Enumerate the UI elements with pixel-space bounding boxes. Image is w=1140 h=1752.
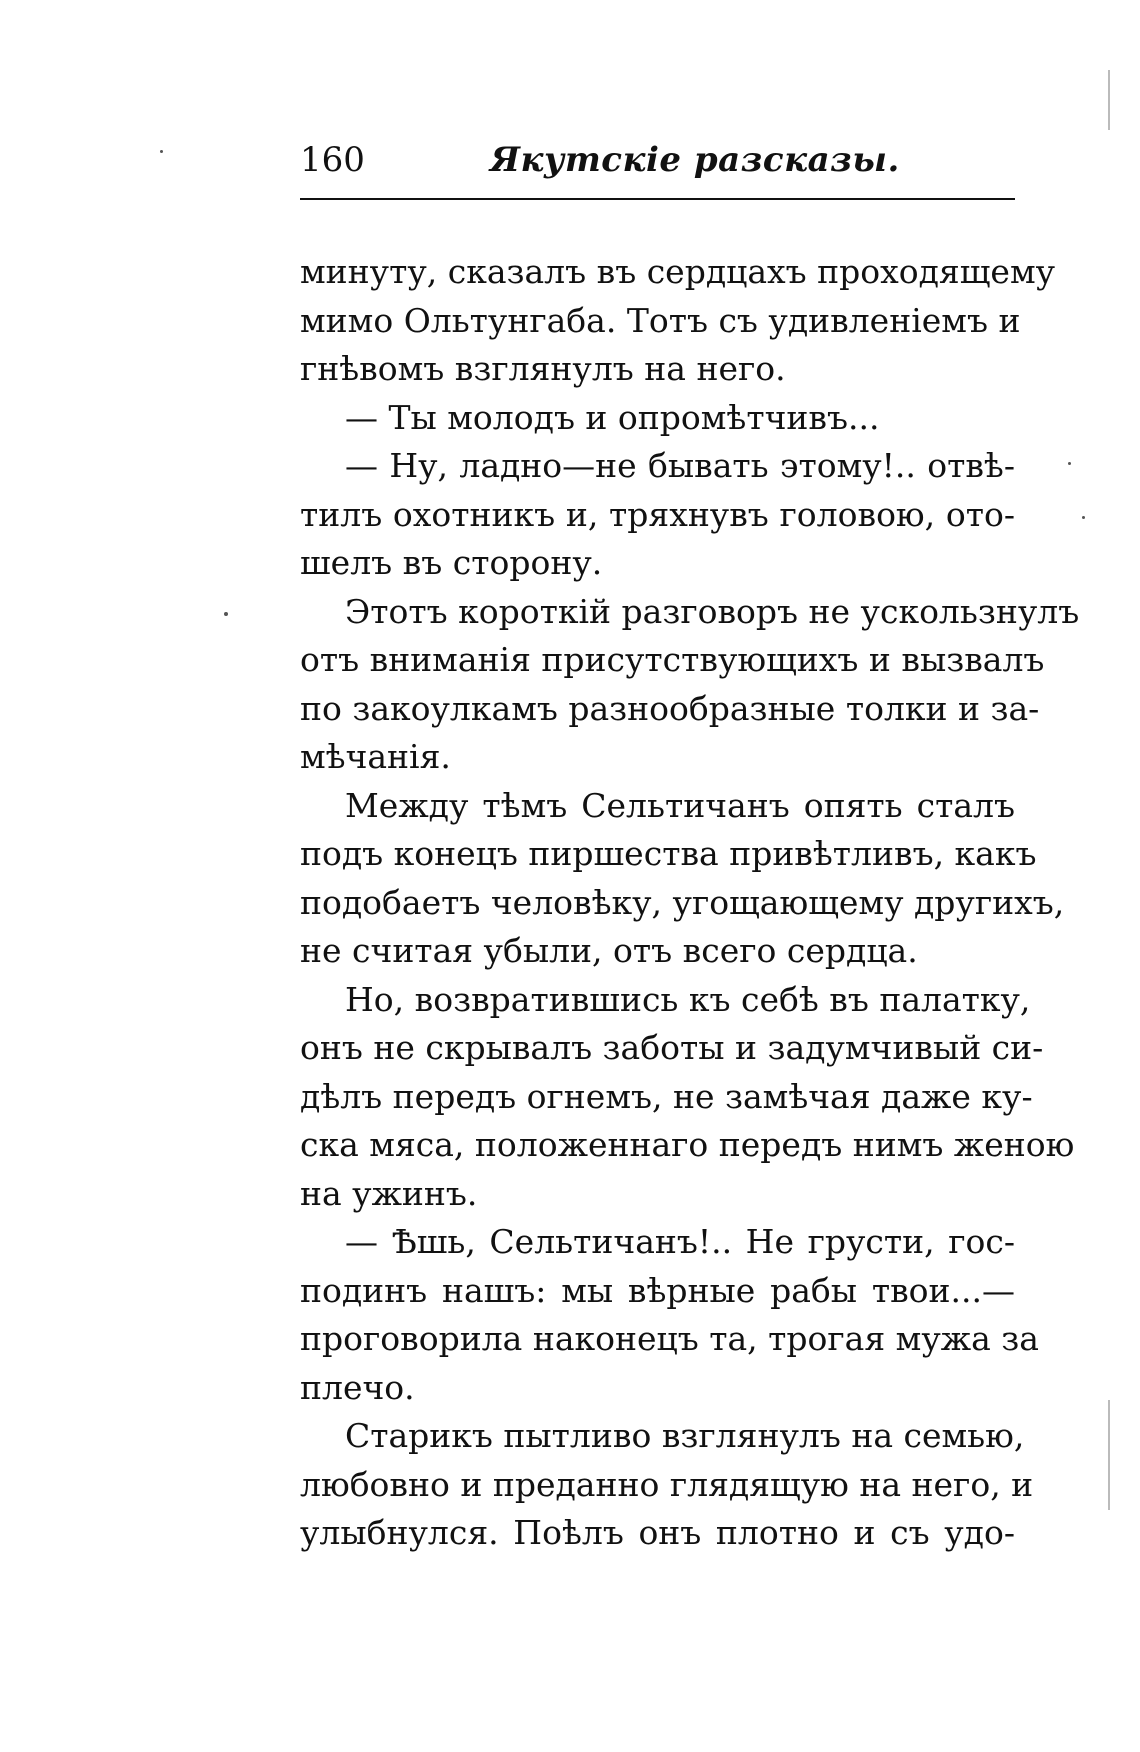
scan-speck [1082,516,1085,519]
text-line: Но, возвратившись къ себѣ въ палатку, [345,979,1031,1019]
text-line: подобаетъ человѣку, угощающему другихъ, [300,882,1065,922]
text-line: онъ не скрывалъ заботы и задумчивый си- [300,1028,1044,1067]
text-line: минуту, сказалъ въ сердцахъ проходящему [300,252,1056,291]
text-line: дѣлъ передъ огнемъ, не замѣчая даже ку- [300,1076,1033,1116]
text-line: Этотъ короткій разговоръ не ускользнулъ [345,591,1080,631]
running-title: Якутскіе разсказы. [490,140,900,180]
text-line: гнѣвомъ взглянулъ на него. [300,349,786,388]
body-text [300,248,1080,1558]
text-line: Старикъ пытливо взглянулъ на семью, [345,1416,1025,1455]
text-line: — Ѣшь, Сельтичанъ!.. Не грусти, гос- [345,1222,1015,1261]
text-line: подинъ нашъ: мы вѣрные рабы твои...— [300,1270,1015,1310]
page-header [300,138,1015,194]
text-line: тилъ охотникъ и, тряхнувъ головою, ото- [300,494,1015,534]
text-line: на ужинъ. [300,1173,478,1213]
scan-speck [160,150,163,153]
scan-edge-line [1108,70,1110,130]
text-line: плечо. [300,1367,415,1407]
text-line: шелъ въ сторону. [300,543,603,582]
text-line: подъ конецъ пиршества привѣтливъ, какъ [300,834,1037,873]
text-line: улыбнулся. Поѣлъ онъ плотно и съ удо- [300,1513,1015,1552]
text-line: Между тѣмъ Сельтичанъ опять сталъ [345,785,1015,825]
text-line: любовно и преданно глядящую на него, и [300,1464,1034,1504]
text-line: мимо Ольтунгаба. Тотъ съ удивленіемъ и [300,300,1021,340]
text-line: проговорила наконецъ та, трогая мужа за [300,1319,1039,1358]
header-rule [300,198,1015,200]
scan-speck [224,612,228,616]
scan-edge-line [1108,1400,1110,1510]
text-line: отъ вниманія присутствующихъ и вызвалъ [300,640,1045,679]
text-line: по закоулкамъ разнообразные толки и за- [300,688,1040,728]
page-number: 160 [300,140,365,180]
text-line: — Ты молодъ и опромѣтчивъ... [345,397,880,437]
text-line: не считая убыли, отъ всего сердца. [300,931,918,970]
text-line: мѣчанія. [300,737,451,776]
text-line: ска мяса, положеннаго передъ нимъ женою [300,1125,1075,1164]
scan-speck [1068,462,1071,465]
text-line: — Ну, ладно—не бывать этому!.. отвѣ- [345,446,1015,485]
